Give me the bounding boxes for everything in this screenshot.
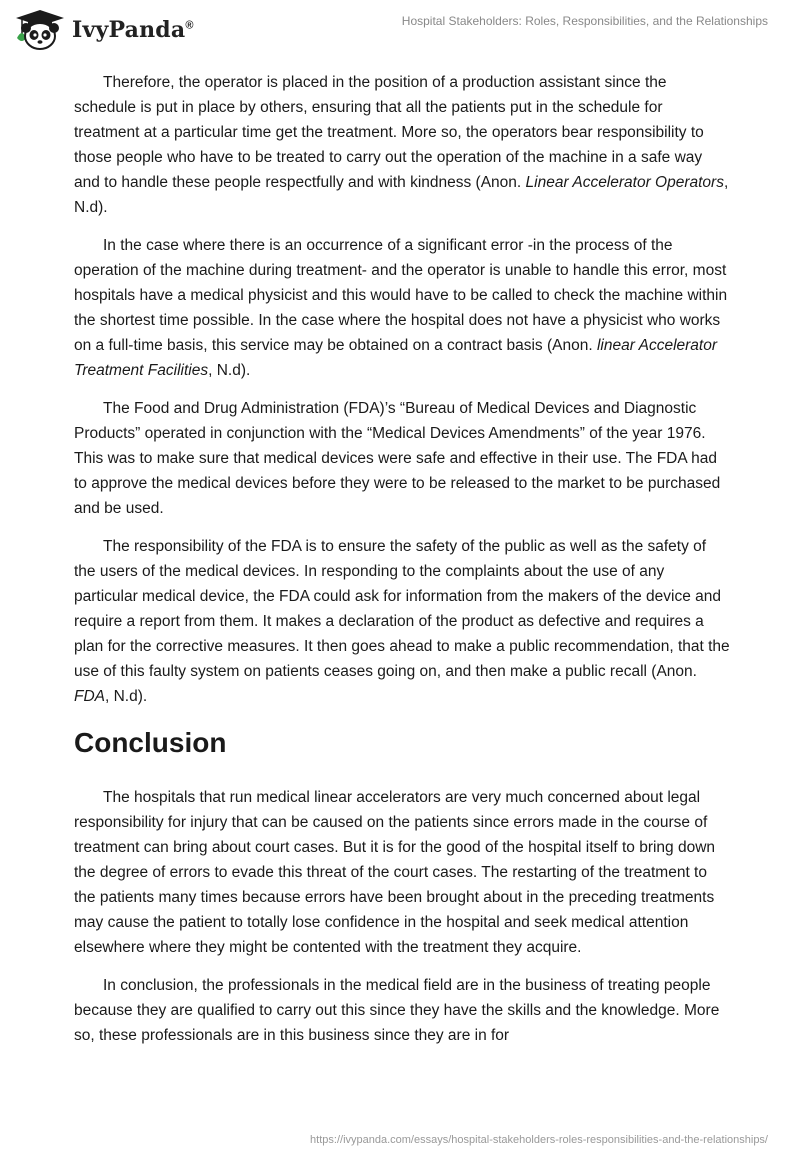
source-url[interactable]: https://ivypanda.com/essays/hospital-stakeholders-roles-responsibilities-and-the-relationships/: [310, 1134, 768, 1146]
body-paragraph: The Food and Drug Administration (FDA)’s “Bureau of Medical Devices and Diagnostic Products” operated in conjunction with the “Medical Devices Amendments” of the year 1976. This was to make sure that medical devices were safe and effective in their use. The FDA had to approve the medical devices before they were to be released to the market to be purchased and be used.: [74, 400, 721, 517]
logo-text: IvyPanda®: [72, 17, 194, 43]
document-title: Hospital Stakeholders: Roles, Responsibilities, and the Relationships: [401, 14, 768, 28]
body-paragraph: In conclusion, the professionals in the medical field are in the business of treating people because they are qualified to carry out this since they have the skills and the knowledge. More so, these professionals are in this business since they are in for: [74, 977, 720, 1044]
body-paragraph: The hospitals that run medical linear accelerators are very much concerned about legal responsibility for injury that can be caused on the patients since errors made in the course of treatment can bring about court cases. But it is for the good of the hospital itself to bring down the degree of errors to evade this threat of the court cases. The restarting of the treatment to the patients many times because errors have been brought about in the preceding treatments may cause the patient to totally lose confidence in the hospital and seek medical attention elsewhere where they might be contented with the treatment they acquire.: [74, 789, 716, 956]
section-heading-conclusion: Conclusion: [74, 727, 227, 758]
body-paragraph: The responsibility of the FDA is to ensure the safety of the public as well as the safety of the users of the medical devices. In responding to the complaints about the use of any particular medical device, the FDA could ask for information from the makers of the device and require a report from them. It makes a declaration of the product as defective and requires a plan for the corrective measures. It then goes ahead to make a public recommendation, that the use of this faulty system on patients ceases going on, and then make a public recall (Anon. FDA, N.d).: [74, 538, 730, 705]
panda-graduation-icon: [14, 8, 66, 52]
page-header: [0, 0, 800, 60]
body-paragraph: In the case where there is an occurrence of a significant error -in the process of the operation of the machine during treatment- and the operator is unable to handle this error, most hospitals have a medical physicist and this would have to be called to check the machine within the shortest time possible. In the case where the hospital does not have a physicist who works on a full-time basis, this service may be obtained on a contract basis (Anon. linear Accelerator Treatment Facilities, N.d).: [74, 237, 728, 379]
body-paragraph: Therefore, the operator is placed in the position of a production assistant since the schedule is put in place by others, ensuring that all the patients put in the schedule for treatment at a particular time get the treatment. More so, the operators bear responsibility to those people who have to be treated to carry out the operation of the machine in a safe way and to handle these people respectfully and with kindness (Anon. Linear Accelerator Operators, N.d).: [74, 74, 729, 216]
ivypanda-logo[interactable]: [14, 8, 194, 52]
essay-body: [74, 70, 730, 1061]
